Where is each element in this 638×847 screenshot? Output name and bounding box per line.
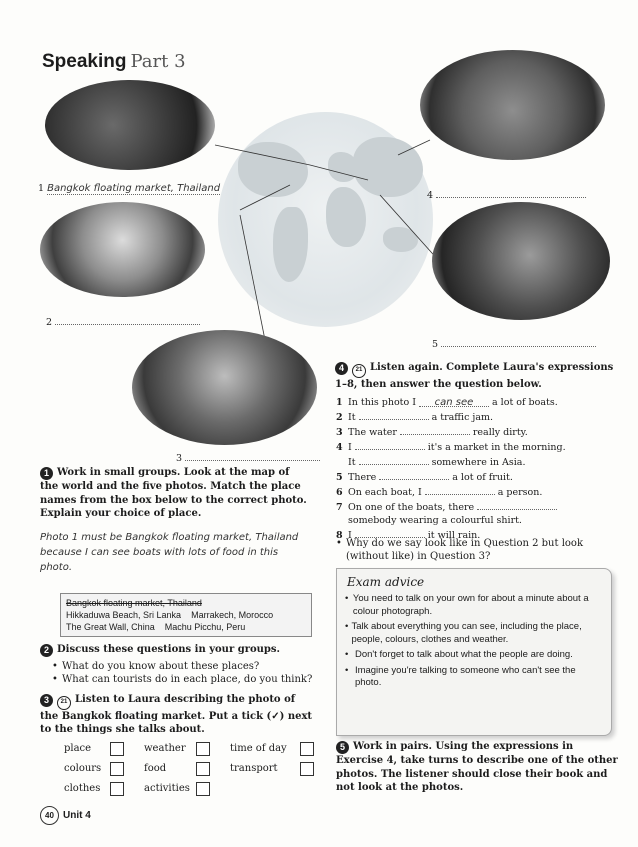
answer-blank[interactable] (425, 484, 495, 495)
line-text: It (348, 412, 356, 423)
exercise-5-text: Work in pairs. Using the expressions in Exercise 4, take turns to describe one of the other photos. The listener should close their book and not look at the photos. (336, 741, 618, 794)
tick-label: time of day (230, 743, 287, 754)
unit-label: Unit 4 (63, 810, 91, 821)
photo1-label (38, 183, 220, 194)
photo4-number: 4 (427, 190, 434, 201)
line-text: it will rain. (427, 530, 481, 541)
exam-advice-box: Exam advice • You need to talk on your own for about a minute about a colour photograph. • Talk about everything you can see, including the place, people, colours, clothes and weather. • Don't forget to talk about what the people are doing. • Imagine you're talking to someone who can't see the photo. (336, 568, 612, 736)
photo4-label (427, 187, 586, 201)
line-text: a lot of fruit. (452, 472, 513, 483)
tick-label: food (144, 763, 167, 774)
expression-line (336, 514, 626, 527)
exercise-1-number: 1 (40, 467, 53, 480)
exercise-3-instruction (40, 693, 315, 737)
photo-great-wall (420, 50, 605, 160)
tick-label: activities (144, 783, 190, 794)
exercise-3-number: 3 (40, 694, 53, 707)
tick-box-food[interactable] (196, 762, 210, 776)
line-text: it's a market in the morning. (427, 442, 566, 453)
exercise-2-number: 2 (40, 644, 53, 657)
answer-blank[interactable] (477, 499, 557, 510)
tick-label: weather (144, 743, 186, 754)
answer-blank[interactable] (359, 409, 429, 420)
heading-bold: Speaking (42, 51, 127, 72)
expression-line (336, 469, 626, 484)
line-text: On one of the boats, there (348, 502, 475, 513)
answer-blank[interactable] (379, 469, 449, 480)
advice-item: You need to talk on your own for about a minute about a colour photograph. (352, 593, 589, 617)
question-text: Why do we say look like in Question 2 but look (without like) in Question 3? (346, 538, 583, 562)
question-item: What can tourists do in each place, do you think? (62, 674, 313, 685)
photo-hikkaduwa-beach (432, 202, 610, 320)
expression-line (336, 454, 626, 469)
place-name: The Great Wall, China (66, 622, 155, 632)
line-text: I (348, 442, 352, 453)
expression-line (336, 424, 626, 439)
expression-line (336, 439, 626, 454)
exercise-4-text: Listen again. Complete Laura's expressions 1–8, then answer the question below. (335, 362, 614, 390)
line-number: 8 (336, 530, 343, 541)
tick-box-colours[interactable] (110, 762, 124, 776)
exercise-4-question: • Why do we say look like in Question 2 but look (without like) in Question 3? (336, 537, 616, 563)
line-text: The water (348, 427, 397, 438)
photo5-number: 5 (432, 339, 439, 350)
expression-line (336, 499, 626, 514)
exercise-4-instruction (335, 361, 620, 391)
expressions-list (336, 396, 626, 542)
line-text: On each boat, I (348, 487, 422, 498)
exercise-1-instruction (40, 466, 310, 521)
audio-icon[interactable]: 21 (352, 364, 366, 378)
line-text: There (348, 472, 377, 483)
photo5-label (432, 336, 596, 350)
advice-item: Don't forget to talk about what the people are doing. (355, 649, 573, 660)
exam-advice-title: Exam advice (347, 575, 425, 589)
answer-blank[interactable]: can see (419, 396, 489, 407)
heading-part: Part 3 (130, 51, 186, 72)
line-text: I (348, 530, 352, 541)
line-text: somebody wearing a colourful shirt. (348, 515, 522, 526)
tick-box-place[interactable] (110, 742, 124, 756)
tick-box-time-of-day[interactable] (300, 742, 314, 756)
tick-label: colours (64, 763, 102, 774)
answer-blank[interactable] (400, 424, 470, 435)
place-name: Marrakech, Morocco (191, 610, 274, 620)
answer-blank[interactable] (359, 454, 429, 465)
place-name: Hikkaduwa Beach, Sri Lanka (66, 610, 182, 620)
exercise-4-number: 4 (335, 362, 348, 375)
photo2-number: 2 (46, 317, 53, 328)
photo1-number: 1 (38, 183, 45, 194)
line-number: 6 (336, 487, 343, 498)
exercise-2-instruction (40, 643, 320, 657)
line-number: 4 (336, 442, 343, 453)
line-number: 7 (336, 502, 343, 513)
advice-item: Imagine you're talking to someone who can't see the photo. (354, 664, 576, 688)
tick-label: clothes (64, 783, 101, 794)
page-number: 40 (40, 806, 59, 825)
line-text: somewhere in Asia. (431, 457, 526, 468)
photo-marrakech (40, 202, 205, 297)
tick-box-activities[interactable] (196, 782, 210, 796)
expression-line (336, 484, 626, 499)
photo-machu-picchu (132, 330, 317, 445)
photo3-number: 3 (176, 453, 183, 464)
exercise-1-text: Work in small groups. Look at the map of the world and the five photos. Match the place names from the box below to the correct photo. Explain your choice of place. (40, 467, 307, 520)
photo1-caption: Bangkok floating market, Thailand (47, 183, 221, 194)
tick-label: transport (230, 763, 278, 774)
tick-list (64, 742, 324, 802)
line-text: In this photo I (348, 397, 416, 408)
line-text: really dirty. (472, 427, 528, 438)
advice-item: Talk about everything you can see, including the place, people, colours, clothes and weather. (351, 621, 582, 645)
page-footer (40, 806, 91, 825)
exercise-5-instruction (336, 740, 621, 795)
line-number: 5 (336, 472, 343, 483)
place-name-crossed: Bangkok floating market, Thailand (66, 598, 202, 608)
photo-bangkok-market (45, 80, 215, 170)
exercise-5-number: 5 (336, 741, 349, 754)
line-text: a lot of boats. (492, 397, 558, 408)
expression-line (336, 396, 626, 409)
audio-icon[interactable]: 21 (57, 696, 71, 710)
exercise-1-handwritten-answer: Photo 1 must be Bangkok floating market, Thailand because I can see boats with lots of food in this photo. (40, 532, 299, 573)
place-names-box (60, 593, 312, 637)
line-text: It (348, 457, 356, 468)
line-number: 2 (336, 412, 343, 423)
expression-line (336, 409, 626, 424)
tick-box-transport[interactable] (300, 762, 314, 776)
exercise-2-text: Discuss these questions in your groups. (57, 644, 281, 655)
tick-box-clothes[interactable] (110, 782, 124, 796)
line-number: 3 (336, 427, 343, 438)
answer-blank[interactable] (355, 439, 425, 450)
exercise-2-questions: • What do you know about these places? • What can tourists do in each place, do you think? (52, 661, 313, 685)
tick-box-weather[interactable] (196, 742, 210, 756)
line-text: a person. (497, 487, 543, 498)
line-text: a traffic jam. (431, 412, 494, 423)
tick-label: place (64, 743, 92, 754)
line-number: 1 (336, 397, 343, 408)
exercise-3-text: Listen to Laura describing the photo of the Bangkok floating market. Put a tick (✓) next to the things she talks about. (40, 694, 313, 736)
place-name: Machu Picchu, Peru (164, 622, 246, 632)
photo2-label (46, 314, 200, 328)
question-item: What do you know about these places? (62, 661, 260, 672)
photo3-label (176, 450, 320, 464)
